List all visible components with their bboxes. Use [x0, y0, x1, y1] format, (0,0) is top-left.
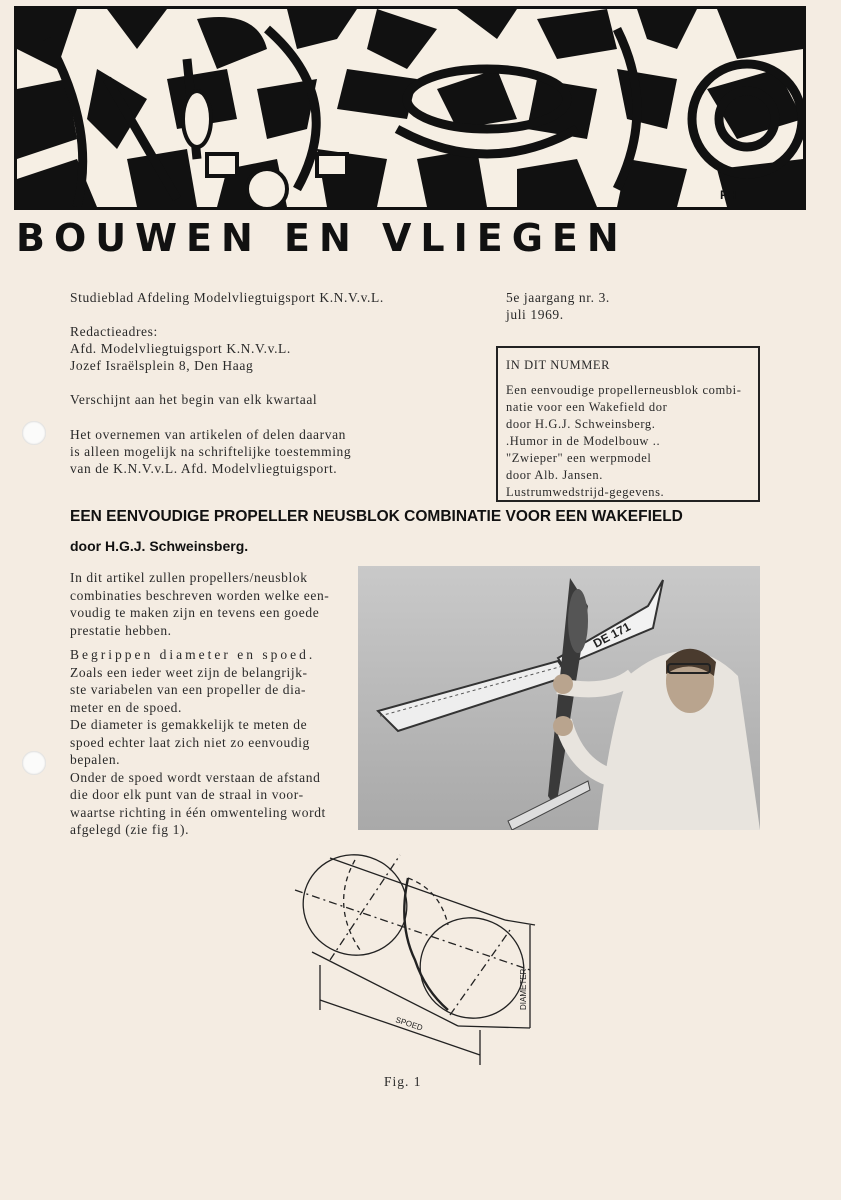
body-line: Zoals een ieder weet zijn de belangrijk- [70, 664, 308, 680]
body-line: combinaties beschreven worden welke een- [70, 587, 330, 603]
address-label: Redactieadres: [70, 324, 158, 339]
address-block [70, 323, 291, 374]
diameter-label: DIAMETER [519, 968, 528, 1010]
body-line: bepalen. [70, 752, 121, 767]
address-line-2: Jozef Israëlsplein 8, Den Haag [70, 358, 254, 373]
wing-registration: DE 171 [590, 619, 633, 651]
publication-title: BOUWEN EN VLIEGEN [16, 216, 628, 260]
contents-line: Een eenvoudige propellerneusblok combi- [506, 383, 742, 397]
contents-line: door Alb. Jansen. [506, 468, 603, 482]
body-line: die door elk punt van de straal in voor- [70, 787, 304, 802]
body-line: voudig te maken zijn en tevens een goede [70, 605, 320, 620]
article-body [70, 646, 326, 839]
issue-date: juli 1969. [506, 307, 564, 322]
copyright-line: is alleen mogelijk na schriftelijke toestemming [70, 444, 352, 459]
copyright-note [70, 426, 351, 477]
body-line: Onder de spoed wordt verstaan de afstand [70, 769, 321, 785]
contents-line: Lustrumwedstrijd-gegevens. [506, 485, 665, 499]
article-title: EEN EENVOUDIGE PROPELLER NEUSBLOK COMBINATIE VOOR EEN WAKEFIELD [70, 508, 683, 525]
frequency-note: Verschijnt aan het begin van elk kwartaal [70, 392, 318, 407]
artist-monogram: FH [720, 188, 736, 202]
article-intro [70, 569, 329, 639]
section-heading: Begrippen diameter en spoed. [70, 647, 316, 662]
copyright-line: Het overnemen van artikelen of delen daarvan [70, 427, 347, 442]
contents-line: "Zwieper" een werpmodel [506, 451, 652, 465]
in-dit-nummer-box [496, 346, 760, 502]
body-line: meter en de spoed. [70, 699, 183, 715]
body-line: In dit artikel zullen propellers/neusblok [70, 570, 308, 585]
spoed-label: SPOED [394, 1015, 424, 1033]
figure-caption: Fig. 1 [384, 1074, 422, 1089]
issue-number: 5e jaargang nr. 3. [506, 290, 610, 305]
contents-line: door H.G.J. Schweinsberg. [506, 417, 656, 431]
copyright-line: van de K.N.V.v.L. Afd. Modelvliegtuigsport. [70, 461, 338, 476]
cylinder-diagram [290, 850, 550, 1070]
body-line: De diameter is gemakkelijk te meten de [70, 717, 308, 732]
figure-cylinder-diagram [290, 850, 550, 1070]
body-line: waartse richting in één omwenteling wordt [70, 804, 326, 820]
photo-model-plane [358, 566, 760, 830]
subtitle: Studieblad Afdeling Modelvliegtuigsport K.N.V.v.L. [70, 290, 384, 305]
body-line: afgelegd (zie fig 1). [70, 822, 190, 837]
photo-illustration [358, 566, 760, 830]
contents-line: .Humor in de Modelbouw .. [506, 434, 661, 448]
punch-hole-bottom [22, 751, 46, 775]
body-line: ste variabelen van een propeller de dia- [70, 682, 307, 697]
article-author: door H.G.J. Schweinsberg. [70, 538, 249, 554]
contents-line: natie voor een Wakefield dor [506, 400, 668, 414]
masthead-artwork [14, 6, 806, 210]
in-dit-nummer-heading: IN DIT NUMMER [506, 358, 611, 372]
punch-hole-top [22, 421, 46, 445]
masthead-illustration [17, 9, 803, 207]
address-line-1: Afd. Modelvliegtuigsport K.N.V.v.L. [70, 341, 291, 356]
body-line: spoed echter laat zich niet zo eenvoudig [70, 734, 310, 750]
body-line: prestatie hebben. [70, 622, 172, 638]
